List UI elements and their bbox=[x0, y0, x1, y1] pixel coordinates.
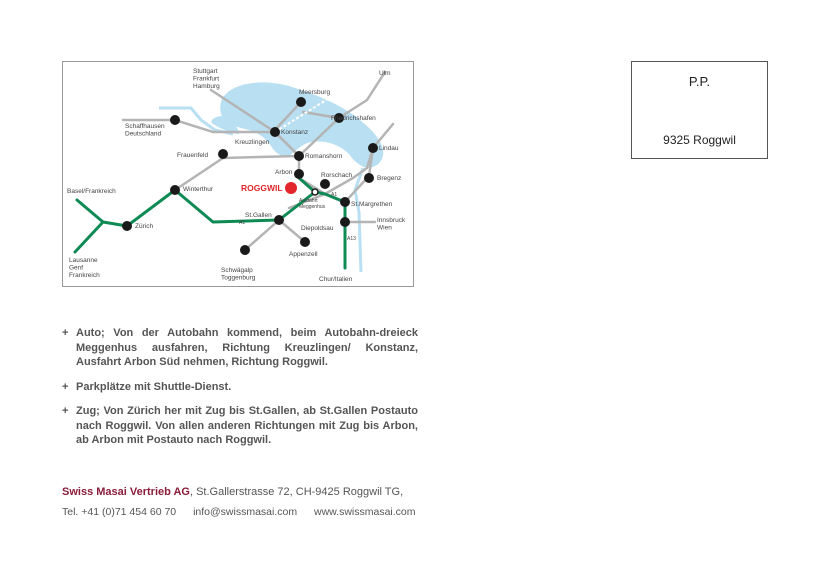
label-zurich: Zürich bbox=[135, 223, 154, 230]
label-basel: Basel/Frankreich bbox=[67, 188, 116, 195]
web-link[interactable]: www.swissmasai.com bbox=[314, 506, 416, 518]
direction-item-train bbox=[62, 404, 418, 448]
label-kreuzlingen: Kreuzlingen bbox=[235, 139, 270, 146]
node-diepoldsau bbox=[340, 217, 350, 227]
direction-text: Parkplätze mit Shuttle-Dienst. bbox=[76, 380, 232, 393]
direction-text: Zug; Von Zürich her mit Zug bis St.Gallen, ab St.Gallen Postauto nach Roggwil. Von allen anderen Richtungen mit Zug bis Arbon, ab Arbon mit Postauto nach Roggwil. bbox=[76, 405, 418, 446]
bullet-plus: + bbox=[62, 327, 69, 339]
label-diepoldsau: Diepoldsau bbox=[301, 225, 334, 232]
node-rorschach bbox=[320, 179, 330, 189]
road-label-a13: A13 bbox=[347, 236, 356, 242]
node-frauenfeld bbox=[218, 149, 228, 159]
direction-text: Auto; Von der Autobahn kommend, beim Autobahn-dreieck Meggenhus ausfahren, Richtung Kreuzlingen/ Konstanz, Ausfahrt Arbon Süd nehmen, Richtung Roggwil. bbox=[76, 327, 418, 368]
node-schaffhausen bbox=[170, 115, 180, 125]
label-romanshorn: Romanshorn bbox=[305, 153, 343, 160]
node-roggwil-target bbox=[285, 182, 297, 194]
bullet-plus: + bbox=[62, 380, 69, 393]
company-address: , St.Gallerstrasse 72, CH-9425 Roggwil TG, bbox=[189, 486, 404, 498]
node-appenzell bbox=[300, 237, 310, 247]
node-bregenz bbox=[364, 173, 374, 183]
label-appenzell: Appenzell bbox=[289, 251, 318, 258]
node-romanshorn bbox=[294, 151, 304, 161]
label-rorschach: Rorschach bbox=[321, 172, 353, 179]
route-map bbox=[62, 61, 414, 287]
company-name: Swiss Masai Vertrieb AG bbox=[62, 486, 190, 498]
postage-address: 9325 Roggwil bbox=[663, 133, 736, 147]
node-schwaegalp bbox=[240, 245, 250, 255]
label-ulm: Ulm bbox=[379, 70, 391, 77]
label-stmargrethen: St.Margrethen bbox=[351, 201, 393, 208]
node-stgallen bbox=[274, 215, 284, 225]
label-meersburg: Meersburg bbox=[299, 89, 331, 96]
phone-number: Tel. +41 (0)71 454 60 70 bbox=[62, 506, 177, 518]
email-link[interactable]: info@swissmasai.com bbox=[193, 506, 298, 518]
label-arbon: Arbon bbox=[275, 169, 293, 176]
label-friedrichshafen: Friedrichshafen bbox=[331, 115, 376, 122]
pp-label: P.P. bbox=[688, 74, 711, 89]
label-konstanz: Konstanz bbox=[281, 129, 309, 136]
label-frauenfeld: Frauenfeld bbox=[177, 152, 209, 159]
direction-item-car bbox=[62, 326, 418, 370]
node-meersburg bbox=[296, 97, 306, 107]
label-lindau: Lindau bbox=[379, 145, 399, 152]
node-winterthur bbox=[170, 185, 180, 195]
postage-box bbox=[631, 61, 768, 159]
label-schaffhausen: Schaffhausen Deutschland bbox=[125, 123, 165, 138]
direction-item-parking bbox=[62, 380, 418, 395]
label-bregenz: Bregenz bbox=[377, 175, 402, 182]
label-chur: Chur/Italien bbox=[319, 276, 353, 283]
node-arbon bbox=[294, 169, 304, 179]
label-ausfahrt: Ausfahrt Meggenhus bbox=[299, 198, 326, 210]
label-stgallen: St.Gallen bbox=[245, 212, 272, 219]
label-stuttgart-ml: Stuttgart Frankfurt Hamburg bbox=[193, 68, 220, 90]
label-roggwil: ROGGWIL bbox=[241, 183, 283, 193]
label-winterthur: Winterthur bbox=[183, 186, 213, 193]
route-map-graphic bbox=[63, 62, 415, 288]
directions-list bbox=[62, 326, 418, 458]
road-label-a1-east: A1 bbox=[331, 192, 338, 198]
node-zurich bbox=[122, 221, 132, 231]
label-lausanne: Lausanne Genf Frankreich bbox=[69, 257, 100, 279]
node-stmargrethen bbox=[340, 197, 350, 207]
node-lindau bbox=[368, 143, 378, 153]
contact-line bbox=[62, 506, 430, 518]
label-innsbruck: Innsbruck Wien bbox=[377, 217, 406, 232]
bullet-plus: + bbox=[62, 405, 69, 417]
node-konstanz bbox=[270, 127, 280, 137]
road-label-a1-west: A1 bbox=[239, 220, 246, 226]
label-schwaegalp: Schwägalp Toggenburg bbox=[221, 267, 256, 282]
node-ausfahrt-meggenhus bbox=[312, 189, 318, 195]
company-line bbox=[62, 486, 403, 498]
